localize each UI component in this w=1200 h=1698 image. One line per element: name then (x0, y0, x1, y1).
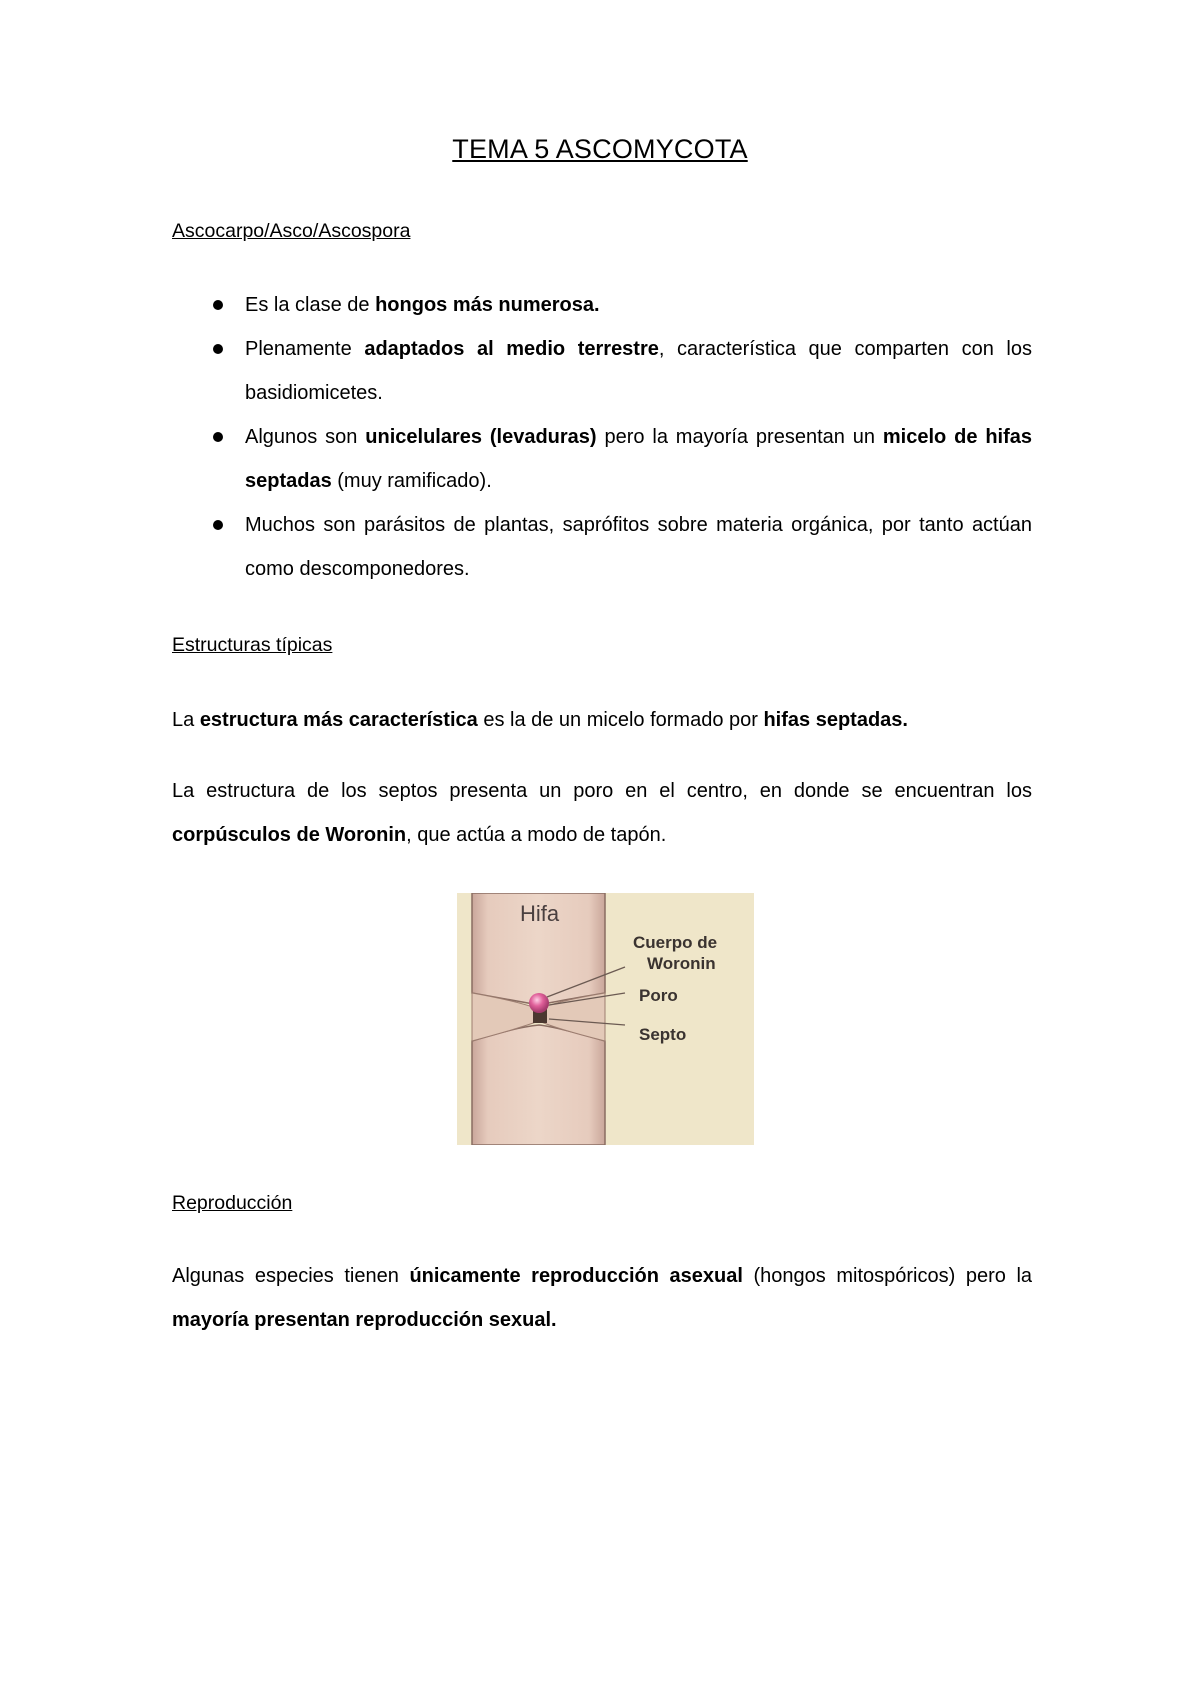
paragraph-septos (172, 769, 1032, 857)
text-run: (muy ramificado). (331, 470, 492, 492)
label-poro: Poro (639, 986, 678, 1005)
text-run: Muchos son parásitos de plantas, saprófitos sobre materia orgánica, por tanto actúan como descomponedores. (245, 514, 1032, 580)
section-heading-reproduccion: Reproducción (172, 1192, 293, 1214)
text-run: pero la mayoría presentan un (596, 426, 883, 448)
bold-text-run: unicelulares (levaduras) (365, 426, 597, 448)
bold-text-run: estructura más característica (199, 709, 478, 731)
label-septo: Septo (639, 1025, 687, 1044)
text-run: Plenamente (245, 338, 365, 360)
text-run: Algunas especies tienen (172, 1265, 410, 1287)
label-woronin: Woronin (647, 954, 716, 973)
label-cuerpo: Cuerpo de (633, 933, 718, 952)
list-item (172, 503, 1032, 591)
bullet-dot-icon (213, 344, 223, 354)
bold-text-run: micelo de hifas septadas (245, 426, 1033, 492)
bullet-dot-icon (213, 520, 223, 530)
bold-text-run: corpúsculos de Woronin (172, 824, 407, 846)
text-run: La (172, 709, 200, 731)
list-item (172, 327, 1032, 415)
bold-text-run: hifas septadas. (763, 709, 908, 731)
list-item (172, 283, 1032, 327)
section-heading-ascocarpo: Ascocarpo/Asco/Ascospora (172, 220, 411, 242)
text-run: (hongos mitospóricos) pero la (742, 1265, 1033, 1287)
text-run: , que actúa a modo de tapón. (406, 824, 667, 846)
lower-hypha-cell (472, 1025, 605, 1145)
list-item-text (245, 338, 1032, 404)
list-item-text (245, 514, 1032, 580)
hypha-septum-figure (457, 893, 754, 1145)
text-run: , característica que comparten con los basidiomicetes. (245, 338, 1033, 404)
paragraph-reproduccion (172, 1254, 1032, 1342)
bold-text-run: adaptados al medio terrestre (364, 338, 659, 360)
bullet-dot-icon (213, 300, 223, 310)
list-item (172, 415, 1032, 503)
label-hifa: Hifa (520, 901, 560, 926)
page-title: TEMA 5 ASCOMYCOTA (452, 134, 748, 164)
text-run: es la de un micelo formado por (477, 709, 764, 731)
woronin-body (529, 993, 549, 1013)
bullet-dot-icon (213, 432, 223, 442)
text-run: La estructura de los septos presenta un poro en el centro, en donde se encuentran los (172, 780, 1032, 802)
section-heading-estructuras: Estructuras típicas (172, 634, 333, 656)
bold-text-run: hongos más numerosa. (375, 294, 600, 316)
hypha-diagram (457, 893, 754, 1145)
paragraph-estructura (172, 698, 1032, 742)
bold-text-run: únicamente reproducción asexual (409, 1265, 743, 1287)
bold-text-run: mayoría presentan reproducción sexual. (172, 1309, 557, 1331)
list-item-text (245, 426, 1032, 492)
text-run: Algunos son (245, 426, 366, 448)
text-run: Es la clase de (245, 294, 376, 316)
feature-list (172, 283, 1032, 591)
list-item-text (245, 294, 600, 316)
